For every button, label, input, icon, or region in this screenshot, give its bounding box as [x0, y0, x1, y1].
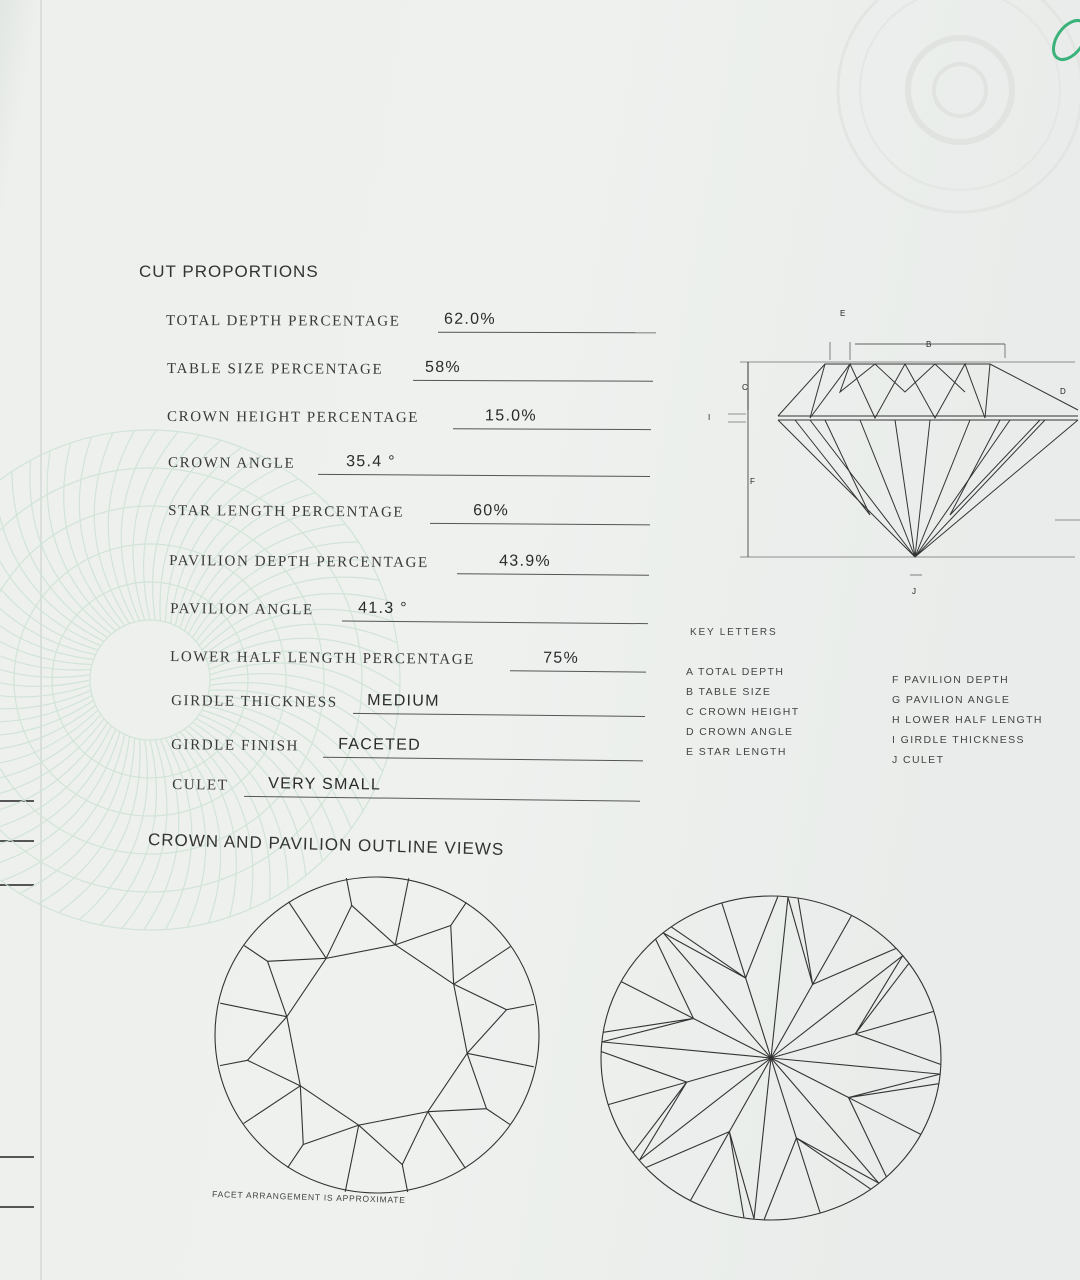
key-letter-item: I GIRDLE THICKNESS	[892, 734, 1025, 746]
proportion-row	[171, 684, 645, 719]
proportion-label: STAR LENGTH PERCENTAGE	[168, 503, 405, 521]
proportion-label: TOTAL DEPTH PERCENTAGE	[166, 313, 401, 330]
proportion-row	[168, 494, 650, 527]
key-letter-item: H LOWER HALF LENGTH	[892, 714, 1043, 726]
proportion-label: PAVILION ANGLE	[169, 601, 314, 619]
proportion-value: 43.9%	[499, 552, 552, 570]
proportion-label: GIRDLE THICKNESS	[170, 693, 338, 711]
edge-mark	[0, 800, 34, 802]
proportion-underline	[413, 380, 653, 382]
proportion-underline	[353, 713, 645, 717]
proportion-value: FACETED	[338, 735, 422, 754]
proportion-row	[168, 446, 650, 479]
proportion-value: 75%	[543, 649, 580, 667]
proportion-row	[171, 728, 643, 763]
pavilion-outline-view	[594, 892, 948, 1224]
key-letters-left	[686, 662, 800, 762]
cut-proportions-title: CUT PROPORTIONS	[139, 262, 319, 281]
proportion-value: 41.3 °	[357, 599, 408, 618]
key-letter-item: A TOTAL DEPTH	[686, 666, 785, 678]
proportion-underline	[438, 332, 656, 334]
key-letter-item: D CROWN ANGLE	[686, 726, 794, 738]
proportion-row	[166, 304, 656, 335]
key-letter-item: G PAVILION ANGLE	[892, 694, 1011, 706]
proportion-value: 35.4 °	[345, 453, 396, 471]
proportion-underline	[342, 621, 648, 625]
proportion-row	[172, 768, 640, 804]
proportion-underline	[244, 796, 640, 802]
diagram-letter: C	[742, 383, 748, 392]
proportion-label: CULET	[172, 777, 229, 794]
edge-mark	[0, 840, 34, 842]
brand-logo-icon	[1042, 8, 1080, 68]
proportion-value: 15.0%	[485, 407, 538, 425]
edge-mark	[0, 1206, 34, 1208]
proportion-value: 62.0%	[444, 310, 496, 328]
proportion-label: CROWN ANGLE	[167, 455, 296, 472]
proportion-row	[170, 592, 648, 626]
page-fold	[40, 0, 42, 1280]
proportion-underline	[323, 757, 643, 762]
diagram-letter: E	[840, 309, 846, 318]
proportion-row	[167, 352, 653, 384]
proportion-row	[170, 640, 646, 675]
crown-outline-view	[206, 870, 548, 1200]
proportion-row	[167, 400, 651, 432]
key-letter-item: C CROWN HEIGHT	[686, 706, 800, 718]
proportion-underline	[457, 573, 649, 576]
diagram-letter: I	[708, 413, 711, 422]
proportion-underline	[510, 670, 646, 672]
proportion-label: TABLE SIZE PERCENTAGE	[166, 361, 383, 378]
proportion-row	[169, 544, 649, 578]
edge-mark	[0, 884, 34, 886]
proportion-underline	[318, 474, 650, 477]
proportion-underline	[453, 428, 651, 430]
proportion-underline	[430, 523, 650, 526]
proportion-label: PAVILION DEPTH PERCENTAGE	[169, 553, 429, 572]
key-letter-item: B TABLE SIZE	[686, 686, 772, 698]
diamond-profile-diagram	[700, 300, 1080, 600]
key-letter-item: J CULET	[892, 754, 945, 766]
diagram-letter: D	[1060, 387, 1066, 396]
key-letter-item: F PAVILION DEPTH	[892, 674, 1010, 686]
edge-mark	[0, 1156, 34, 1158]
embossed-seal	[810, 0, 1080, 220]
facet-approx-note: FACET ARRANGEMENT IS APPROXIMATE	[211, 1188, 406, 1206]
diagram-letter: J	[912, 587, 916, 596]
outline-views-title: CROWN AND PAVILION OUTLINE VIEWS	[147, 830, 505, 859]
proportion-label: CROWN HEIGHT PERCENTAGE	[167, 409, 420, 427]
proportion-label: LOWER HALF LENGTH PERCENTAGE	[170, 649, 476, 668]
key-letters-right	[892, 670, 1043, 770]
key-letters-title: KEY LETTERS	[690, 627, 778, 638]
diagram-letter: F	[750, 477, 755, 486]
proportion-value: 58%	[424, 358, 461, 377]
proportion-value: VERY SMALL	[268, 775, 382, 794]
proportion-value: 60%	[473, 502, 510, 520]
proportion-label: GIRDLE FINISH	[171, 737, 300, 755]
key-letter-item: E STAR LENGTH	[686, 746, 787, 758]
proportion-value: MEDIUM	[366, 692, 440, 710]
diagram-letter: B	[926, 340, 932, 349]
